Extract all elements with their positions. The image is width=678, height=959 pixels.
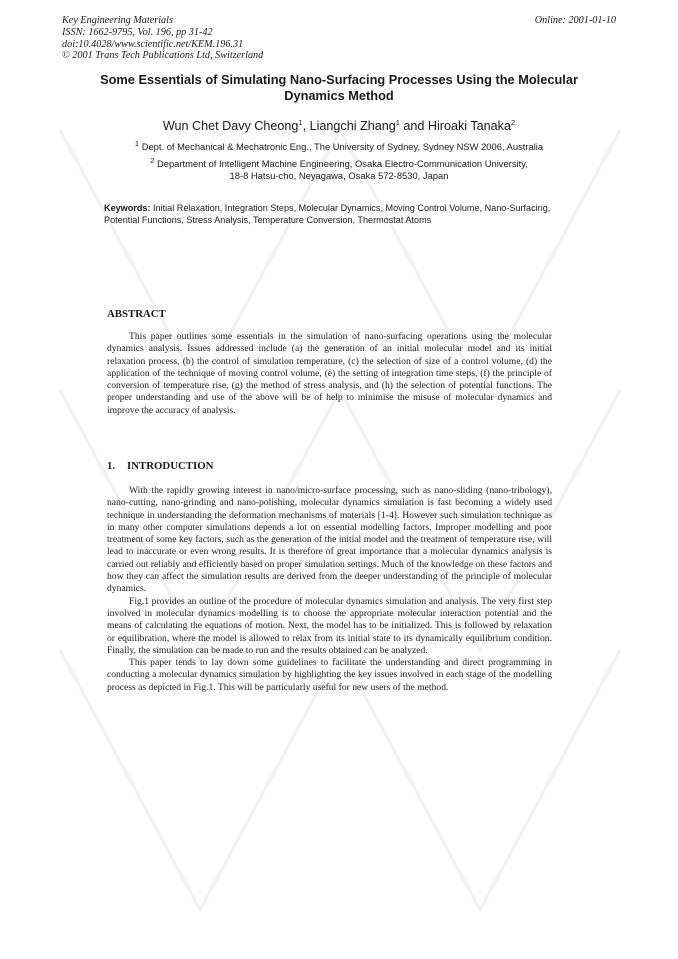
keywords-label: Keywords: [104, 203, 151, 213]
keywords [104, 202, 574, 226]
paper-title: Some Essentials of Simulating Nano-Surfacing Processes Using the Molecular Dynamics Method [100, 72, 578, 103]
introduction-body [107, 485, 552, 694]
author-name: Wun Chet Davy Cheong [162, 119, 299, 133]
author-name: Liangchi Zhang [309, 119, 396, 133]
abstract-body [107, 331, 552, 417]
abstract-paragraph: This paper outlines some essentials in the simulation of nano-surfacing operations using the molecular dynamics analysis. Issues addressed include (a) the generation of an initial molecular model and its initial relaxation process, (b) the control of simulation temperature, (c) the selection of size of a control volume, (d) the application of the technique of moving control volume, (e) the setting of integration time steps, (f) the principle of conversion of temperature rise, (g) the method of stress analysis, and (h) the selection of potential functions. The proper understanding and use of the above will be of help to minimise the misuse of molecular dynamics and improve the accuracy of analysis. [107, 331, 552, 416]
introduction-heading [107, 460, 213, 472]
journal-doi: doi:10.4028/www.scientific.net/KEM.196.31 [62, 38, 244, 50]
keywords-text: Initial Relaxation, Integration Steps, Molecular Dynamics, Moving Control Volume, Nano-Surfacing, Potential Functions, Stress Analysis, Temperature Conversion, Thermostat Atoms [104, 203, 551, 225]
paragraph: This paper tends to lay down some guidelines to facilitate the understanding and direct programming in conducting a molecular dynamics simulation by highlighting the key issues involved in each stage of the modelling process as depicted in Fig.1. This will be particularly useful for new users of the method. [107, 657, 552, 693]
abstract-heading: ABSTRACT [107, 308, 166, 320]
affiliation-2 [80, 155, 598, 182]
author-affiliation-mark: 2 [510, 117, 516, 127]
author-list [80, 119, 598, 133]
author-separator: and [399, 119, 428, 133]
affiliation-mark: 2 [150, 155, 155, 165]
affiliation-text: Department of Intelligent Machine Engineering, Osaka Electro-Communication University, [156, 158, 528, 169]
affiliation-mark: 1 [134, 138, 140, 148]
affiliation-text: Dept. of Mechanical & Mechatronic Eng., The University of Sydney, Sydney NSW 2006, Australia [141, 141, 544, 152]
author-separator: , [302, 119, 310, 133]
section-number: 1. [107, 460, 116, 472]
affiliation-address: 18-8 Hatsu-cho, Neyagawa, Osaka 572-8530, Japan [229, 170, 449, 181]
paragraph: With the rapidly growing interest in nano/micro-surface processing, such as nano-sliding (nano-tribology), nano-cutting, nano-grinding and nano-polishing, molecular dynamics simulation is fast becoming a widely used technique in understanding the deformation mechanisms of materials [1-4]. However such simulation technique as in many other computer simulations depends a lot on essential modelling factors. Improper modelling and poor treatment of some key factors, such as the generation of the initial model and the treatment of temperature rise, will lead to inaccurate or even wrong results. It is therefore of great importance that a molecular dynamics analysis is carried out reliably and efficiently based on proper simulation settings. Much of the knowledge on these factors and how they can affect the simulation results are derived from the deeper understanding of the principle of molecular dynamics. [107, 485, 552, 595]
journal-metadata [62, 15, 263, 62]
journal-copyright: © 2001 Trans Tech Publications Ltd, Switzerland [62, 50, 264, 62]
journal-issn: ISSN: 1662-9795, Vol. 196, pp 31-42 [62, 26, 213, 38]
author-affiliation-mark: 1 [298, 117, 303, 127]
paragraph: Fig.1 provides an outline of the procedure of molecular dynamics simulation and analysis. The very first step involved in molecular dynamics modelling is to choose the appropriate molecular interaction potential and the means of calculating the equations of motion. Next, the model has to be initialized. This is followed by relaxation or equilibration, where the model is allowed to relax from its initial state to its dynamically equilibrium condition. Finally, the simulation can be made to run and the results obtained can be analyzed. [107, 595, 552, 656]
affiliation-1 [80, 138, 598, 153]
author-affiliation-mark: 1 [395, 117, 400, 127]
online-date: Online: 2001-01-10 [534, 15, 616, 26]
author-name: Hiroaki Tanaka [427, 119, 511, 133]
journal-name: Key Engineering Materials [62, 15, 173, 26]
section-title: INTRODUCTION [127, 460, 214, 472]
